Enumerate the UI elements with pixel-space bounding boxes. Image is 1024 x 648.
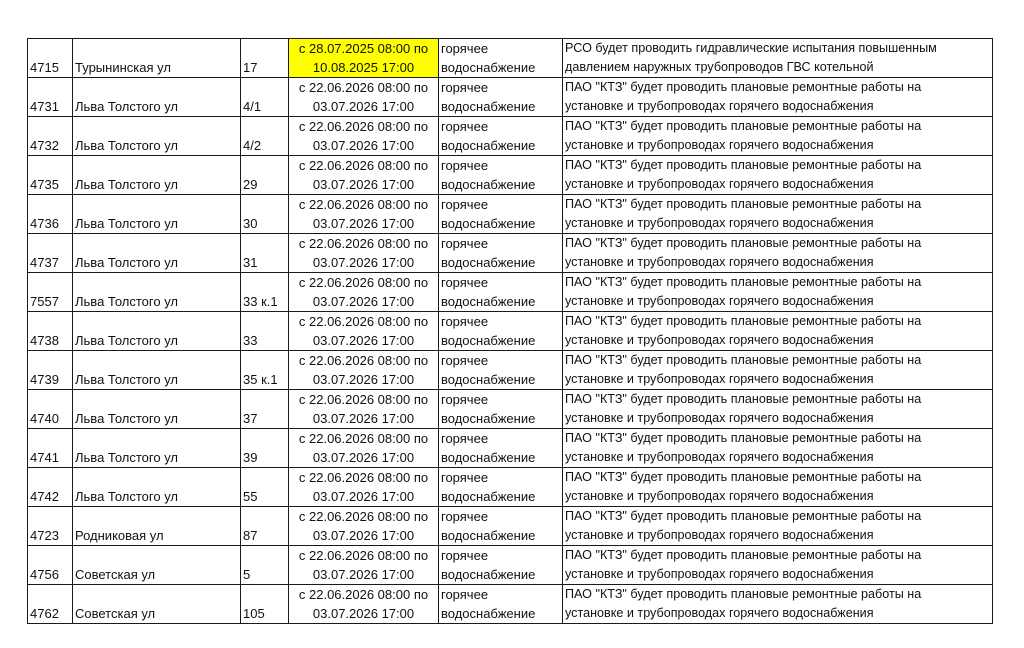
address-id-cell: 4736: [28, 195, 73, 234]
street-cell: Льва Толстого ул: [73, 390, 241, 429]
reason-cell: [563, 351, 993, 390]
reason-cell: [563, 273, 993, 312]
reason-cell: [563, 156, 993, 195]
reason-line-1: ПАО "КТЗ" будет проводить плановые ремонтные работы на: [565, 275, 922, 289]
service-line-2: водоснабжение: [441, 255, 536, 270]
address-id-cell: 4715: [28, 39, 73, 78]
address-id-cell: 4742: [28, 468, 73, 507]
house-number-cell: 17: [241, 39, 289, 78]
table-row: [28, 468, 993, 507]
period-end-text: 03.07.2026 17:00: [312, 528, 415, 543]
street-cell: Льва Толстого ул: [73, 234, 241, 273]
street-cell: Льва Толстого ул: [73, 273, 241, 312]
reason-line-1: ПАО "КТЗ" будет проводить плановые ремонтные работы на: [565, 353, 922, 367]
house-number-cell: 33 к.1: [241, 273, 289, 312]
reason-cell: [563, 507, 993, 546]
house-number-cell: 5: [241, 546, 289, 585]
street-cell: Льва Толстого ул: [73, 312, 241, 351]
table-row: [28, 390, 993, 429]
period-start-text: с 22.06.2026 08:00 по: [298, 587, 429, 602]
period-start-text: с 22.06.2026 08:00 по: [298, 548, 429, 563]
service-line-1: горячее: [441, 548, 489, 563]
reason-cell: [563, 429, 993, 468]
service-line-2: водоснабжение: [441, 489, 536, 504]
service-type-cell: [439, 585, 563, 624]
service-line-2: водоснабжение: [441, 606, 536, 621]
period-end-text: 10.08.2025 17:00: [312, 60, 415, 75]
street-cell: Турынинская ул: [73, 39, 241, 78]
street-cell: Советская ул: [73, 546, 241, 585]
outage-period-cell: [289, 156, 439, 195]
outage-table: [27, 38, 993, 624]
service-type-cell: [439, 117, 563, 156]
reason-line-1: ПАО "КТЗ" будет проводить плановые ремонтные работы на: [565, 587, 922, 601]
service-line-2: водоснабжение: [441, 567, 536, 582]
reason-line-2: установке и трубопроводах горячего водоснабжения: [565, 294, 874, 308]
reason-line-1: ПАО "КТЗ" будет проводить плановые ремонтные работы на: [565, 470, 922, 484]
reason-cell: [563, 312, 993, 351]
service-line-1: горячее: [441, 314, 489, 329]
period-end-text: 03.07.2026 17:00: [312, 411, 415, 426]
service-line-1: горячее: [441, 275, 489, 290]
reason-cell: [563, 234, 993, 273]
period-start-text: с 22.06.2026 08:00 по: [298, 353, 429, 368]
reason-line-2: установке и трубопроводах горячего водоснабжения: [565, 450, 874, 464]
address-id-cell: 4740: [28, 390, 73, 429]
reason-line-2: установке и трубопроводах горячего водоснабжения: [565, 99, 874, 113]
reason-line-1: ПАО "КТЗ" будет проводить плановые ремонтные работы на: [565, 392, 922, 406]
service-line-1: горячее: [441, 41, 489, 56]
house-number-cell: 33: [241, 312, 289, 351]
period-start-text: с 22.06.2026 08:00 по: [298, 509, 429, 524]
table-row: [28, 351, 993, 390]
service-line-1: горячее: [441, 236, 489, 251]
outage-period-cell: [289, 273, 439, 312]
street-cell: Льва Толстого ул: [73, 78, 241, 117]
street-cell: Родниковая ул: [73, 507, 241, 546]
service-type-cell: [439, 39, 563, 78]
service-type-cell: [439, 78, 563, 117]
outage-period-cell: [289, 429, 439, 468]
service-line-2: водоснабжение: [441, 333, 536, 348]
street-cell: Льва Толстого ул: [73, 195, 241, 234]
reason-line-1: ПАО "КТЗ" будет проводить плановые ремонтные работы на: [565, 548, 922, 562]
address-id-cell: 4735: [28, 156, 73, 195]
reason-line-2: установке и трубопроводах горячего водоснабжения: [565, 333, 874, 347]
outage-period-cell: [289, 468, 439, 507]
service-line-2: водоснабжение: [441, 216, 536, 231]
outage-period-cell: [289, 390, 439, 429]
street-cell: Советская ул: [73, 585, 241, 624]
service-type-cell: [439, 429, 563, 468]
period-end-text: 03.07.2026 17:00: [312, 450, 415, 465]
house-number-cell: 4/1: [241, 78, 289, 117]
reason-line-1: ПАО "КТЗ" будет проводить плановые ремонтные работы на: [565, 314, 922, 328]
house-number-cell: 105: [241, 585, 289, 624]
street-cell: Льва Толстого ул: [73, 351, 241, 390]
period-start-text: с 22.06.2026 08:00 по: [298, 275, 429, 290]
reason-line-2: установке и трубопроводах горячего водоснабжения: [565, 372, 874, 386]
house-number-cell: 31: [241, 234, 289, 273]
service-type-cell: [439, 468, 563, 507]
reason-cell: [563, 195, 993, 234]
reason-cell: [563, 390, 993, 429]
house-number-cell: 37: [241, 390, 289, 429]
service-line-1: горячее: [441, 119, 489, 134]
period-end-text: 03.07.2026 17:00: [312, 294, 415, 309]
period-end-text: 03.07.2026 17:00: [312, 138, 415, 153]
table-row: [28, 507, 993, 546]
reason-cell: [563, 78, 993, 117]
period-end-text: 03.07.2026 17:00: [312, 255, 415, 270]
service-type-cell: [439, 312, 563, 351]
service-line-1: горячее: [441, 80, 489, 95]
period-start-text: с 22.06.2026 08:00 по: [298, 158, 429, 173]
street-cell: Льва Толстого ул: [73, 117, 241, 156]
reason-cell: [563, 546, 993, 585]
period-start-text: с 22.06.2026 08:00 по: [298, 431, 429, 446]
period-start-text: с 22.06.2026 08:00 по: [298, 197, 429, 212]
table-row: [28, 117, 993, 156]
street-cell: Льва Толстого ул: [73, 468, 241, 507]
period-start-text: с 22.06.2026 08:00 по: [298, 392, 429, 407]
outage-table-body: [28, 39, 993, 624]
service-type-cell: [439, 195, 563, 234]
reason-cell: [563, 39, 993, 78]
service-type-cell: [439, 507, 563, 546]
table-row: [28, 78, 993, 117]
service-line-2: водоснабжение: [441, 99, 536, 114]
address-id-cell: 4732: [28, 117, 73, 156]
reason-line-1: ПАО "КТЗ" будет проводить плановые ремонтные работы на: [565, 197, 922, 211]
period-end-text: 03.07.2026 17:00: [312, 177, 415, 192]
outage-period-cell: [289, 312, 439, 351]
house-number-cell: 4/2: [241, 117, 289, 156]
reason-line-2: установке и трубопроводах горячего водоснабжения: [565, 411, 874, 425]
service-line-1: горячее: [441, 431, 489, 446]
period-start-text: с 22.06.2026 08:00 по: [298, 236, 429, 251]
service-line-2: водоснабжение: [441, 528, 536, 543]
outage-period-cell: [289, 78, 439, 117]
house-number-cell: 55: [241, 468, 289, 507]
outage-period-cell: [289, 195, 439, 234]
service-line-1: горячее: [441, 197, 489, 212]
service-line-2: водоснабжение: [441, 294, 536, 309]
reason-line-2: установке и трубопроводах горячего водоснабжения: [565, 528, 874, 542]
table-row: [28, 429, 993, 468]
period-end-text: 03.07.2026 17:00: [312, 489, 415, 504]
service-line-2: водоснабжение: [441, 411, 536, 426]
service-line-1: горячее: [441, 353, 489, 368]
period-end-text: 03.07.2026 17:00: [312, 333, 415, 348]
table-row: [28, 156, 993, 195]
service-type-cell: [439, 156, 563, 195]
period-start-text: с 28.07.2025 08:00 по: [298, 41, 429, 56]
address-id-cell: 4739: [28, 351, 73, 390]
house-number-cell: 29: [241, 156, 289, 195]
address-id-cell: 7557: [28, 273, 73, 312]
outage-period-cell: [289, 351, 439, 390]
address-id-cell: 4738: [28, 312, 73, 351]
table-row: [28, 234, 993, 273]
address-id-cell: 4762: [28, 585, 73, 624]
table-row: [28, 39, 993, 78]
reason-cell: [563, 585, 993, 624]
reason-line-1: ПАО "КТЗ" будет проводить плановые ремонтные работы на: [565, 158, 922, 172]
street-cell: Льва Толстого ул: [73, 156, 241, 195]
reason-line-2: установке и трубопроводах горячего водоснабжения: [565, 489, 874, 503]
reason-line-2: установке и трубопроводах горячего водоснабжения: [565, 567, 874, 581]
table-row: [28, 546, 993, 585]
period-end-text: 03.07.2026 17:00: [312, 606, 415, 621]
service-line-1: горячее: [441, 158, 489, 173]
service-line-1: горячее: [441, 587, 489, 602]
address-id-cell: 4737: [28, 234, 73, 273]
house-number-cell: 30: [241, 195, 289, 234]
service-line-2: водоснабжение: [441, 138, 536, 153]
table-row: [28, 273, 993, 312]
outage-period-cell: [289, 546, 439, 585]
period-start-text: с 22.06.2026 08:00 по: [298, 314, 429, 329]
reason-line-1: РСО будет проводить гидравлические испытания повышенным: [565, 41, 937, 55]
service-line-1: горячее: [441, 392, 489, 407]
reason-line-2: установке и трубопроводах горячего водоснабжения: [565, 216, 874, 230]
reason-line-1: ПАО "КТЗ" будет проводить плановые ремонтные работы на: [565, 509, 922, 523]
address-id-cell: 4756: [28, 546, 73, 585]
period-end-text: 03.07.2026 17:00: [312, 216, 415, 231]
reason-cell: [563, 468, 993, 507]
service-type-cell: [439, 234, 563, 273]
service-line-1: горячее: [441, 509, 489, 524]
outage-period-cell: [289, 39, 439, 78]
reason-line-1: ПАО "КТЗ" будет проводить плановые ремонтные работы на: [565, 431, 922, 445]
house-number-cell: 39: [241, 429, 289, 468]
address-id-cell: 4741: [28, 429, 73, 468]
address-id-cell: 4731: [28, 78, 73, 117]
reason-cell: [563, 117, 993, 156]
reason-line-2: установке и трубопроводах горячего водоснабжения: [565, 606, 874, 620]
service-line-1: горячее: [441, 470, 489, 485]
service-line-2: водоснабжение: [441, 450, 536, 465]
period-end-text: 03.07.2026 17:00: [312, 99, 415, 114]
reason-line-2: установке и трубопроводах горячего водоснабжения: [565, 255, 874, 269]
outage-period-cell: [289, 585, 439, 624]
period-end-text: 03.07.2026 17:00: [312, 567, 415, 582]
service-type-cell: [439, 351, 563, 390]
outage-period-cell: [289, 234, 439, 273]
table-row: [28, 585, 993, 624]
reason-line-1: ПАО "КТЗ" будет проводить плановые ремонтные работы на: [565, 236, 922, 250]
period-start-text: с 22.06.2026 08:00 по: [298, 470, 429, 485]
outage-period-cell: [289, 507, 439, 546]
address-id-cell: 4723: [28, 507, 73, 546]
street-cell: Льва Толстого ул: [73, 429, 241, 468]
reason-line-1: ПАО "КТЗ" будет проводить плановые ремонтные работы на: [565, 119, 922, 133]
period-start-text: с 22.06.2026 08:00 по: [298, 119, 429, 134]
service-type-cell: [439, 273, 563, 312]
reason-line-2: установке и трубопроводах горячего водоснабжения: [565, 138, 874, 152]
reason-line-1: ПАО "КТЗ" будет проводить плановые ремонтные работы на: [565, 80, 922, 94]
service-type-cell: [439, 390, 563, 429]
house-number-cell: 35 к.1: [241, 351, 289, 390]
service-line-2: водоснабжение: [441, 60, 536, 75]
house-number-cell: 87: [241, 507, 289, 546]
reason-line-2: установке и трубопроводах горячего водоснабжения: [565, 177, 874, 191]
service-line-2: водоснабжение: [441, 372, 536, 387]
period-end-text: 03.07.2026 17:00: [312, 372, 415, 387]
table-row: [28, 312, 993, 351]
service-line-2: водоснабжение: [441, 177, 536, 192]
reason-line-2: давлением наружных трубопроводов ГВС котельной: [565, 60, 874, 74]
service-type-cell: [439, 546, 563, 585]
outage-period-cell: [289, 117, 439, 156]
period-start-text: с 22.06.2026 08:00 по: [298, 80, 429, 95]
table-row: [28, 195, 993, 234]
